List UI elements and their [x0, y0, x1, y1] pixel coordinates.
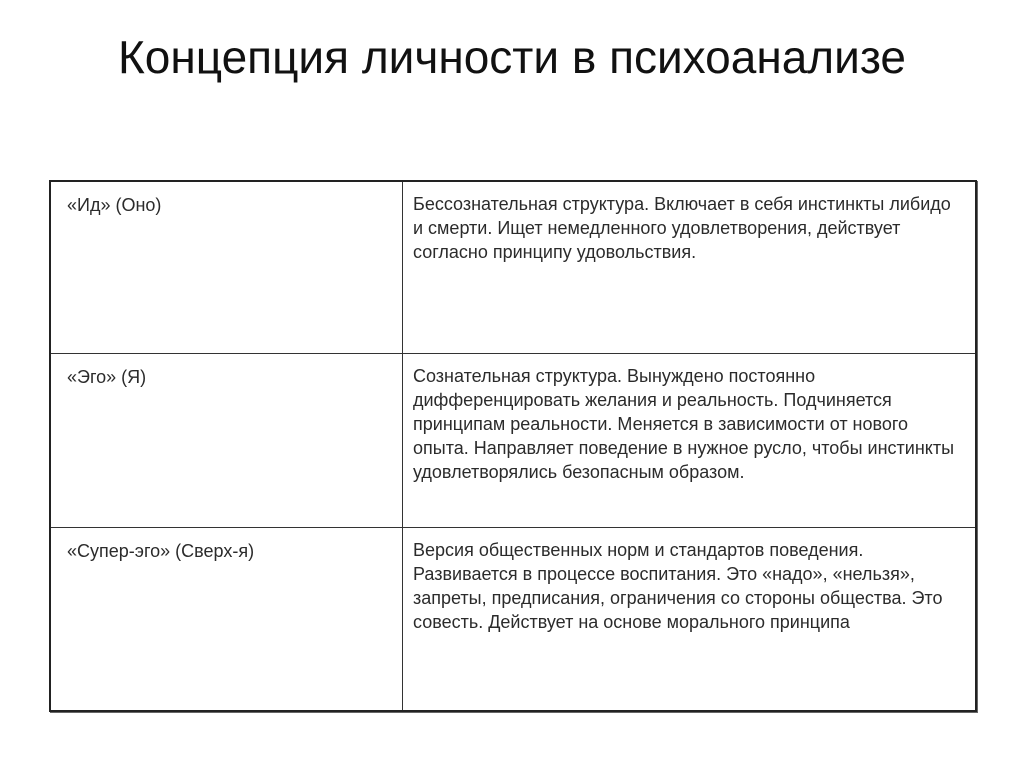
description-cell-ego	[403, 354, 977, 528]
table-row-id	[50, 181, 976, 354]
term-cell-ego: «Эго» (Я)	[50, 354, 403, 528]
description-cell-id	[403, 181, 977, 354]
description-text-id: Бессознательная структура. Включает в себя инстинкты либидо и смерти. Ищет немедленного удовлетворения, действует согласно принципу удовольствия.	[413, 194, 951, 262]
slide-title: Концепция личности в психоанализе	[117, 31, 907, 83]
term-cell-id: «Ид» (Оно)	[50, 181, 403, 354]
personality-structure-table	[49, 180, 977, 712]
description-text-superego: Версия общественных норм и стандартов поведения. Развивается в процессе воспитания. Это «надо», «нельзя», запреты, предписания, ограничения со стороны общества. Это совесть. Действует на основе морального принципа	[413, 540, 943, 632]
description-text-ego: Сознательная структура. Вынуждено постоянно дифференцировать желания и реальность. Подчиняется принципам реальности. Меняется в зависимости от нового опыта. Направляет поведение в нужное русло, чтобы инстинкты удовлетворялись безопасным образом.	[413, 366, 955, 482]
table-row-ego	[50, 354, 976, 528]
term-cell-superego: «Супер-эго» (Сверх-я)	[50, 528, 403, 712]
table-row-superego	[50, 528, 976, 712]
description-cell-superego	[403, 528, 977, 712]
